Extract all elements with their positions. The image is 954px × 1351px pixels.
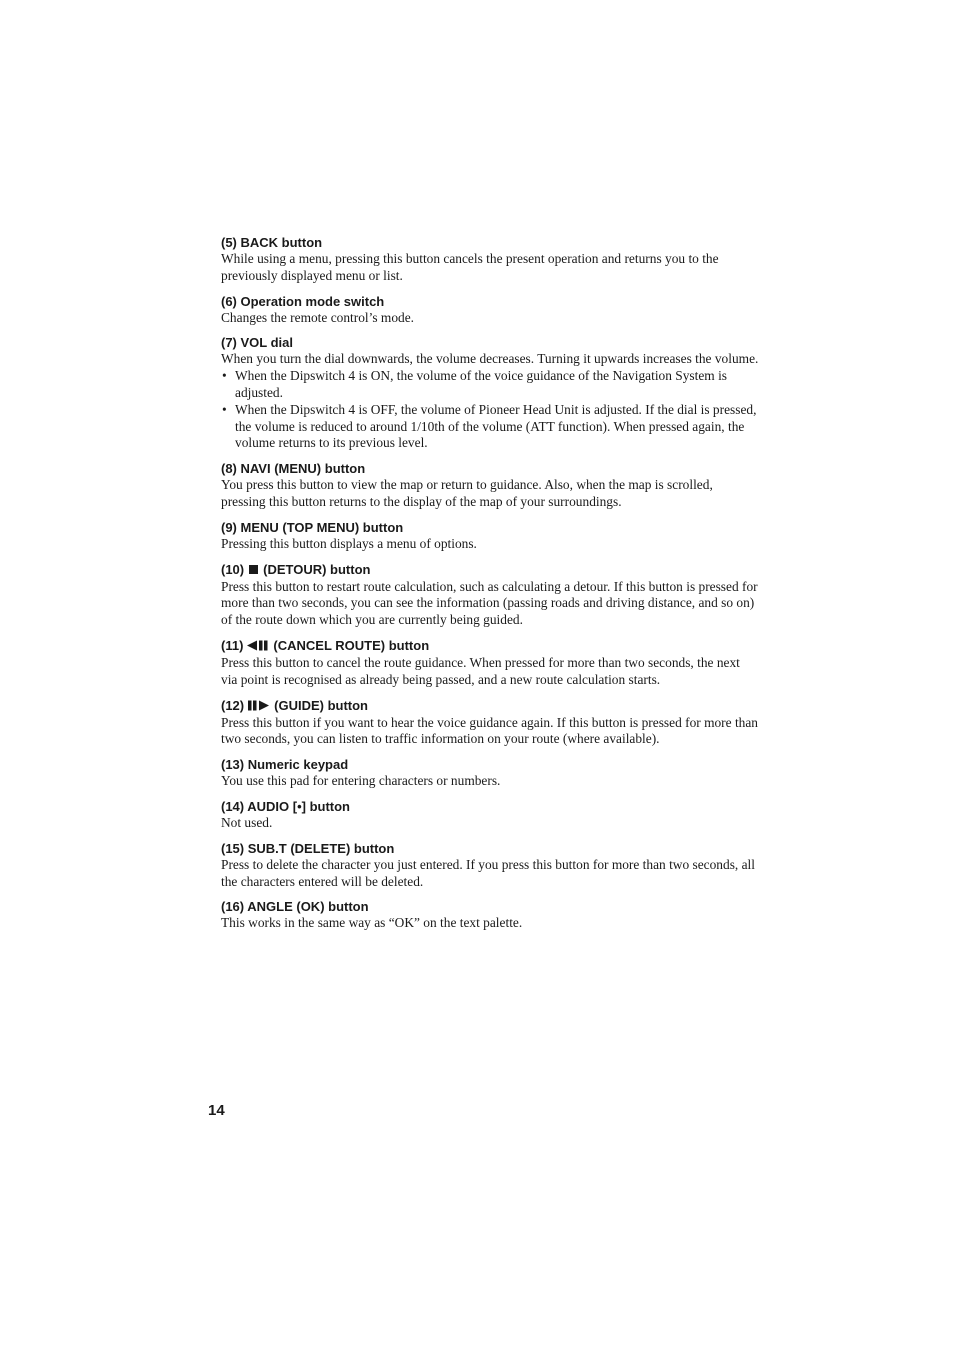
section-operation-mode-switch <box>221 293 759 327</box>
section-heading <box>221 697 759 715</box>
section-detour-button <box>221 561 759 629</box>
list-item-text: When the Dipswitch 4 is OFF, the volume of Pioneer Head Unit is adjusted. If the dial is pressed, the volume is reduced to around 1/10th of the volume (ATT function). When pressed again, the volume returns to its previous level. <box>235 401 757 451</box>
section-body: You press this button to view the map or return to guidance. Also, when the map is scrolled, pressing this button returns to the display of the map of your surroundings. <box>221 477 713 509</box>
section-body: You use this pad for entering characters or numbers. <box>221 773 501 789</box>
section-body: Press this button if you want to hear the voice guidance again. If this button is pressed for more than two seconds, you can listen to traffic information on your route (where available). <box>221 714 758 747</box>
section-body: Not used. <box>221 814 273 830</box>
section-audio-button <box>221 798 759 832</box>
list-item <box>221 368 759 402</box>
page-number: 14 <box>208 1102 225 1119</box>
section-heading: (16) ANGLE (OK) button <box>221 899 369 915</box>
list-item <box>221 402 759 452</box>
section-heading <box>221 561 759 579</box>
section-menu-button <box>221 519 759 553</box>
section-heading: (13) Numeric keypad <box>221 757 349 773</box>
section-body: While using a menu, pressing this button cancels the present operation and returns you to the previously displayed menu or list. <box>221 251 719 283</box>
section-back-button <box>221 234 759 285</box>
stop-square-icon <box>248 562 259 579</box>
heading-text: (DETOUR) button <box>263 561 371 577</box>
section-heading: (7) VOL dial <box>221 335 293 351</box>
section-vol-dial <box>221 334 759 452</box>
pause-play-icon <box>248 698 270 715</box>
section-body: Press to delete the character you just entered. If you press this button for more than two seconds, all the characters entered will be deleted. <box>221 856 755 889</box>
heading-number: (11) <box>221 637 244 653</box>
section-navi-button <box>221 460 759 511</box>
section-angle-ok-button <box>221 898 759 932</box>
section-body: When you turn the dial downwards, the volume decreases. Turning it upwards increases the volume. <box>221 351 759 367</box>
list-item-text: When the Dipswitch 4 is ON, the volume of the voice guidance of the Navigation System is adjusted. <box>235 368 728 400</box>
bullet-marker: • <box>222 401 227 417</box>
bullet-marker: • <box>222 368 227 384</box>
section-heading: (6) Operation mode switch <box>221 293 385 309</box>
heading-number: (10) <box>221 561 245 577</box>
section-heading: (5) BACK button <box>221 235 323 250</box>
section-subt-delete-button <box>221 840 759 891</box>
manual-page-content <box>221 234 759 940</box>
section-body: Press this button to restart route calculation, such as calculating a detour. If this button is pressed for more than two seconds, you can see the information (passing roads and driving distance, and so on) of the route down which you are currently being guided. <box>221 578 758 628</box>
heading-text: (CANCEL ROUTE) button <box>273 637 430 653</box>
section-body: Pressing this button displays a menu of options. <box>221 535 477 551</box>
section-body: Changes the remote control’s mode. <box>221 309 414 325</box>
heading-text: (GUIDE) button <box>274 697 368 713</box>
reverse-pause-icon <box>247 638 269 655</box>
bullet-list <box>221 368 759 452</box>
section-heading: (14) AUDIO [•] button <box>221 798 350 814</box>
section-body: This works in the same way as “OK” on the text palette. <box>221 915 523 931</box>
section-cancel-route-button <box>221 637 759 689</box>
heading-number: (12) <box>221 697 245 713</box>
section-heading: (9) MENU (TOP MENU) button <box>221 519 404 535</box>
section-guide-button <box>221 697 759 749</box>
section-heading: (15) SUB.T (DELETE) button <box>221 840 395 856</box>
section-heading <box>221 637 759 655</box>
section-body: Press this button to cancel the route guidance. When pressed for more than two seconds, the next via point is recognised as already being passed, and a new route calculation starts. <box>221 654 740 687</box>
section-numeric-keypad <box>221 756 759 790</box>
section-heading: (8) NAVI (MENU) button <box>221 461 366 477</box>
